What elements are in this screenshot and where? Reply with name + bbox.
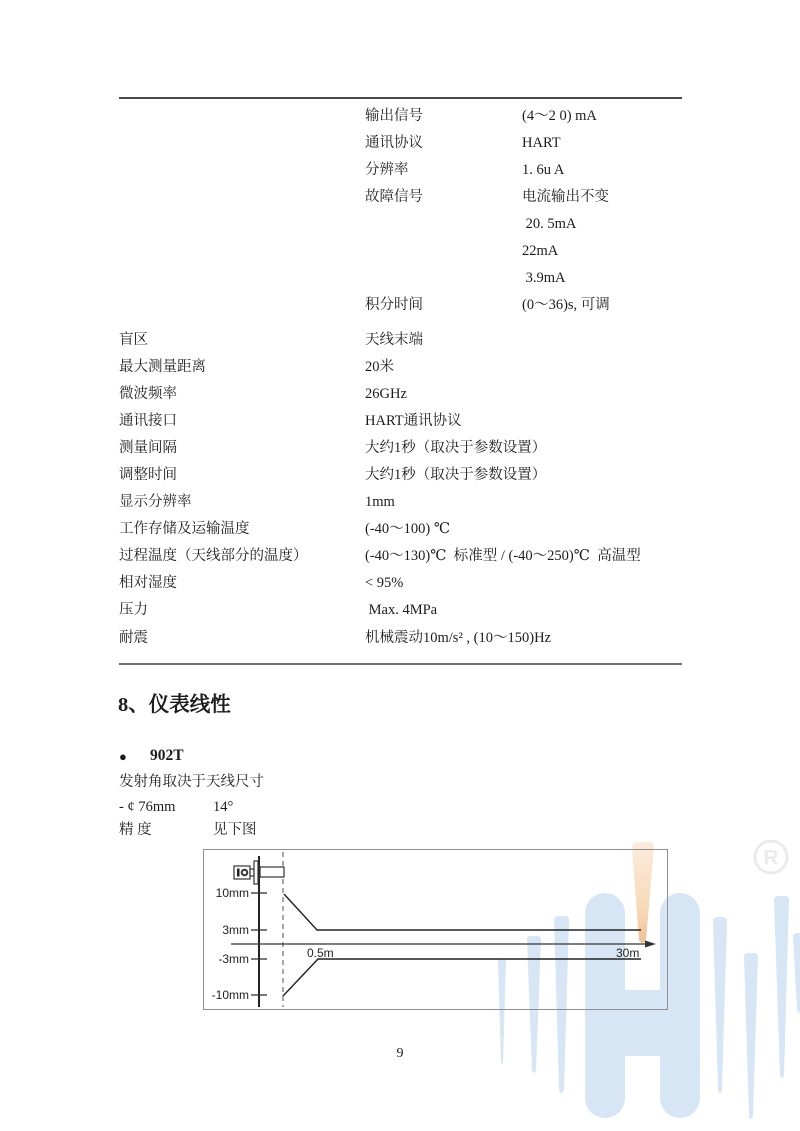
table-row <box>0 435 800 462</box>
y-tick-label: 10mm <box>215 886 249 900</box>
accuracy-chart <box>203 849 668 1010</box>
table-row <box>0 489 800 516</box>
spec-label: 耐震 <box>119 629 148 646</box>
y-tick-label: 3mm <box>222 923 249 937</box>
table-row <box>0 381 800 408</box>
spec-label: 最大测量距离 <box>119 358 206 375</box>
upper-error-bound-line <box>284 894 641 930</box>
spec-label: 显示分辨率 <box>119 494 192 511</box>
lower-error-bound-line <box>283 959 641 996</box>
x-tick-label: 30m <box>616 946 640 960</box>
spec-value: 大约1秒（取决于参数设置） <box>365 466 547 483</box>
spec-label: 积分时间 <box>365 297 423 314</box>
table-row <box>0 184 800 211</box>
antenna-size-label: - ¢ 76mm <box>119 798 176 815</box>
table-row <box>0 211 800 238</box>
spec-value: Max. 4MPa <box>365 602 438 619</box>
spec-label: 工作存储及运输温度 <box>119 521 250 538</box>
section-heading: 8、仪表线性 <box>118 694 231 716</box>
table-row <box>0 130 800 157</box>
spec-value: 大约1秒（取决于参数设置） <box>365 439 547 456</box>
spec-label: 相对湿度 <box>119 575 177 592</box>
accuracy-value: 见下图 <box>213 821 257 838</box>
table-row <box>0 570 800 597</box>
spec-value: 电流输出不变 <box>522 188 609 205</box>
table-rule-bottom <box>119 663 682 665</box>
table-row <box>0 408 800 435</box>
table-row <box>0 462 800 489</box>
table-row <box>0 103 800 130</box>
table-row <box>0 327 800 354</box>
table-row <box>0 354 800 381</box>
svg-text:R: R <box>763 846 779 870</box>
spec-value: (-40～100) ℃ <box>365 521 451 538</box>
spec-table-main <box>0 327 800 652</box>
table-row <box>0 292 800 319</box>
spec-value: 22mA <box>522 242 559 259</box>
spec-label: 微波频率 <box>119 385 177 402</box>
spec-value: < 95% <box>365 575 404 592</box>
spec-label: 盲区 <box>119 331 148 348</box>
accuracy-label: 精 度 <box>119 821 152 838</box>
table-row <box>0 516 800 543</box>
x-tick-label: 0.5m <box>307 946 334 960</box>
spec-table-upper <box>0 103 800 320</box>
spec-label: 测量间隔 <box>119 439 177 456</box>
table-rule-top <box>119 97 682 99</box>
registered-trademark-icon <box>755 841 787 873</box>
beam-note: 发射角取决于天线尺寸 <box>119 773 264 790</box>
model-bullet-line <box>0 742 800 769</box>
beam-note-line <box>0 769 800 796</box>
spec-label: 通讯协议 <box>365 134 423 151</box>
table-row <box>0 238 800 265</box>
table-row <box>0 543 800 570</box>
spec-value: (4～2 0) mA <box>522 107 597 124</box>
spec-value: 1. 6u A <box>522 161 565 178</box>
x-axis-arrow-icon <box>645 941 656 948</box>
table-row <box>0 625 800 652</box>
spec-label: 过程温度（天线部分的温度） <box>119 548 308 565</box>
spec-value: 20米 <box>365 358 394 375</box>
spec-label: 输出信号 <box>365 107 423 124</box>
accuracy-line <box>0 817 800 844</box>
spec-value: 1mm <box>365 494 395 511</box>
antenna-beam-angle: 14° <box>213 798 234 815</box>
spec-label: 故障信号 <box>365 188 423 205</box>
model-name: 902T <box>150 747 184 764</box>
page-number: 9 <box>396 1046 404 1061</box>
spec-value: (0～36)s, 可调 <box>522 297 610 314</box>
spec-value: 天线末端 <box>365 331 423 348</box>
table-row <box>0 597 800 624</box>
y-tick-label: -10mm <box>211 988 249 1002</box>
y-tick-label: -3mm <box>218 952 249 966</box>
spec-value: 3.9mA <box>522 270 566 287</box>
spec-label: 压力 <box>119 602 148 619</box>
spec-label: 分辨率 <box>365 161 409 178</box>
table-row <box>0 157 800 184</box>
spec-label: 通讯接口 <box>119 412 177 429</box>
spec-value: (-40～130)℃ 标准型 / (-40～250)℃ 高温型 <box>365 548 641 565</box>
spec-value: HART通讯协议 <box>365 412 462 429</box>
spec-value: 26GHz <box>365 385 407 402</box>
spec-label: 调整时间 <box>119 466 177 483</box>
bullet-icon: ● <box>119 748 127 764</box>
spec-value: 机械震动10m/s² , (10～150)Hz <box>365 629 551 646</box>
table-row <box>0 265 800 292</box>
spec-value: HART <box>522 134 561 151</box>
spec-value: 20. 5mA <box>522 215 577 232</box>
